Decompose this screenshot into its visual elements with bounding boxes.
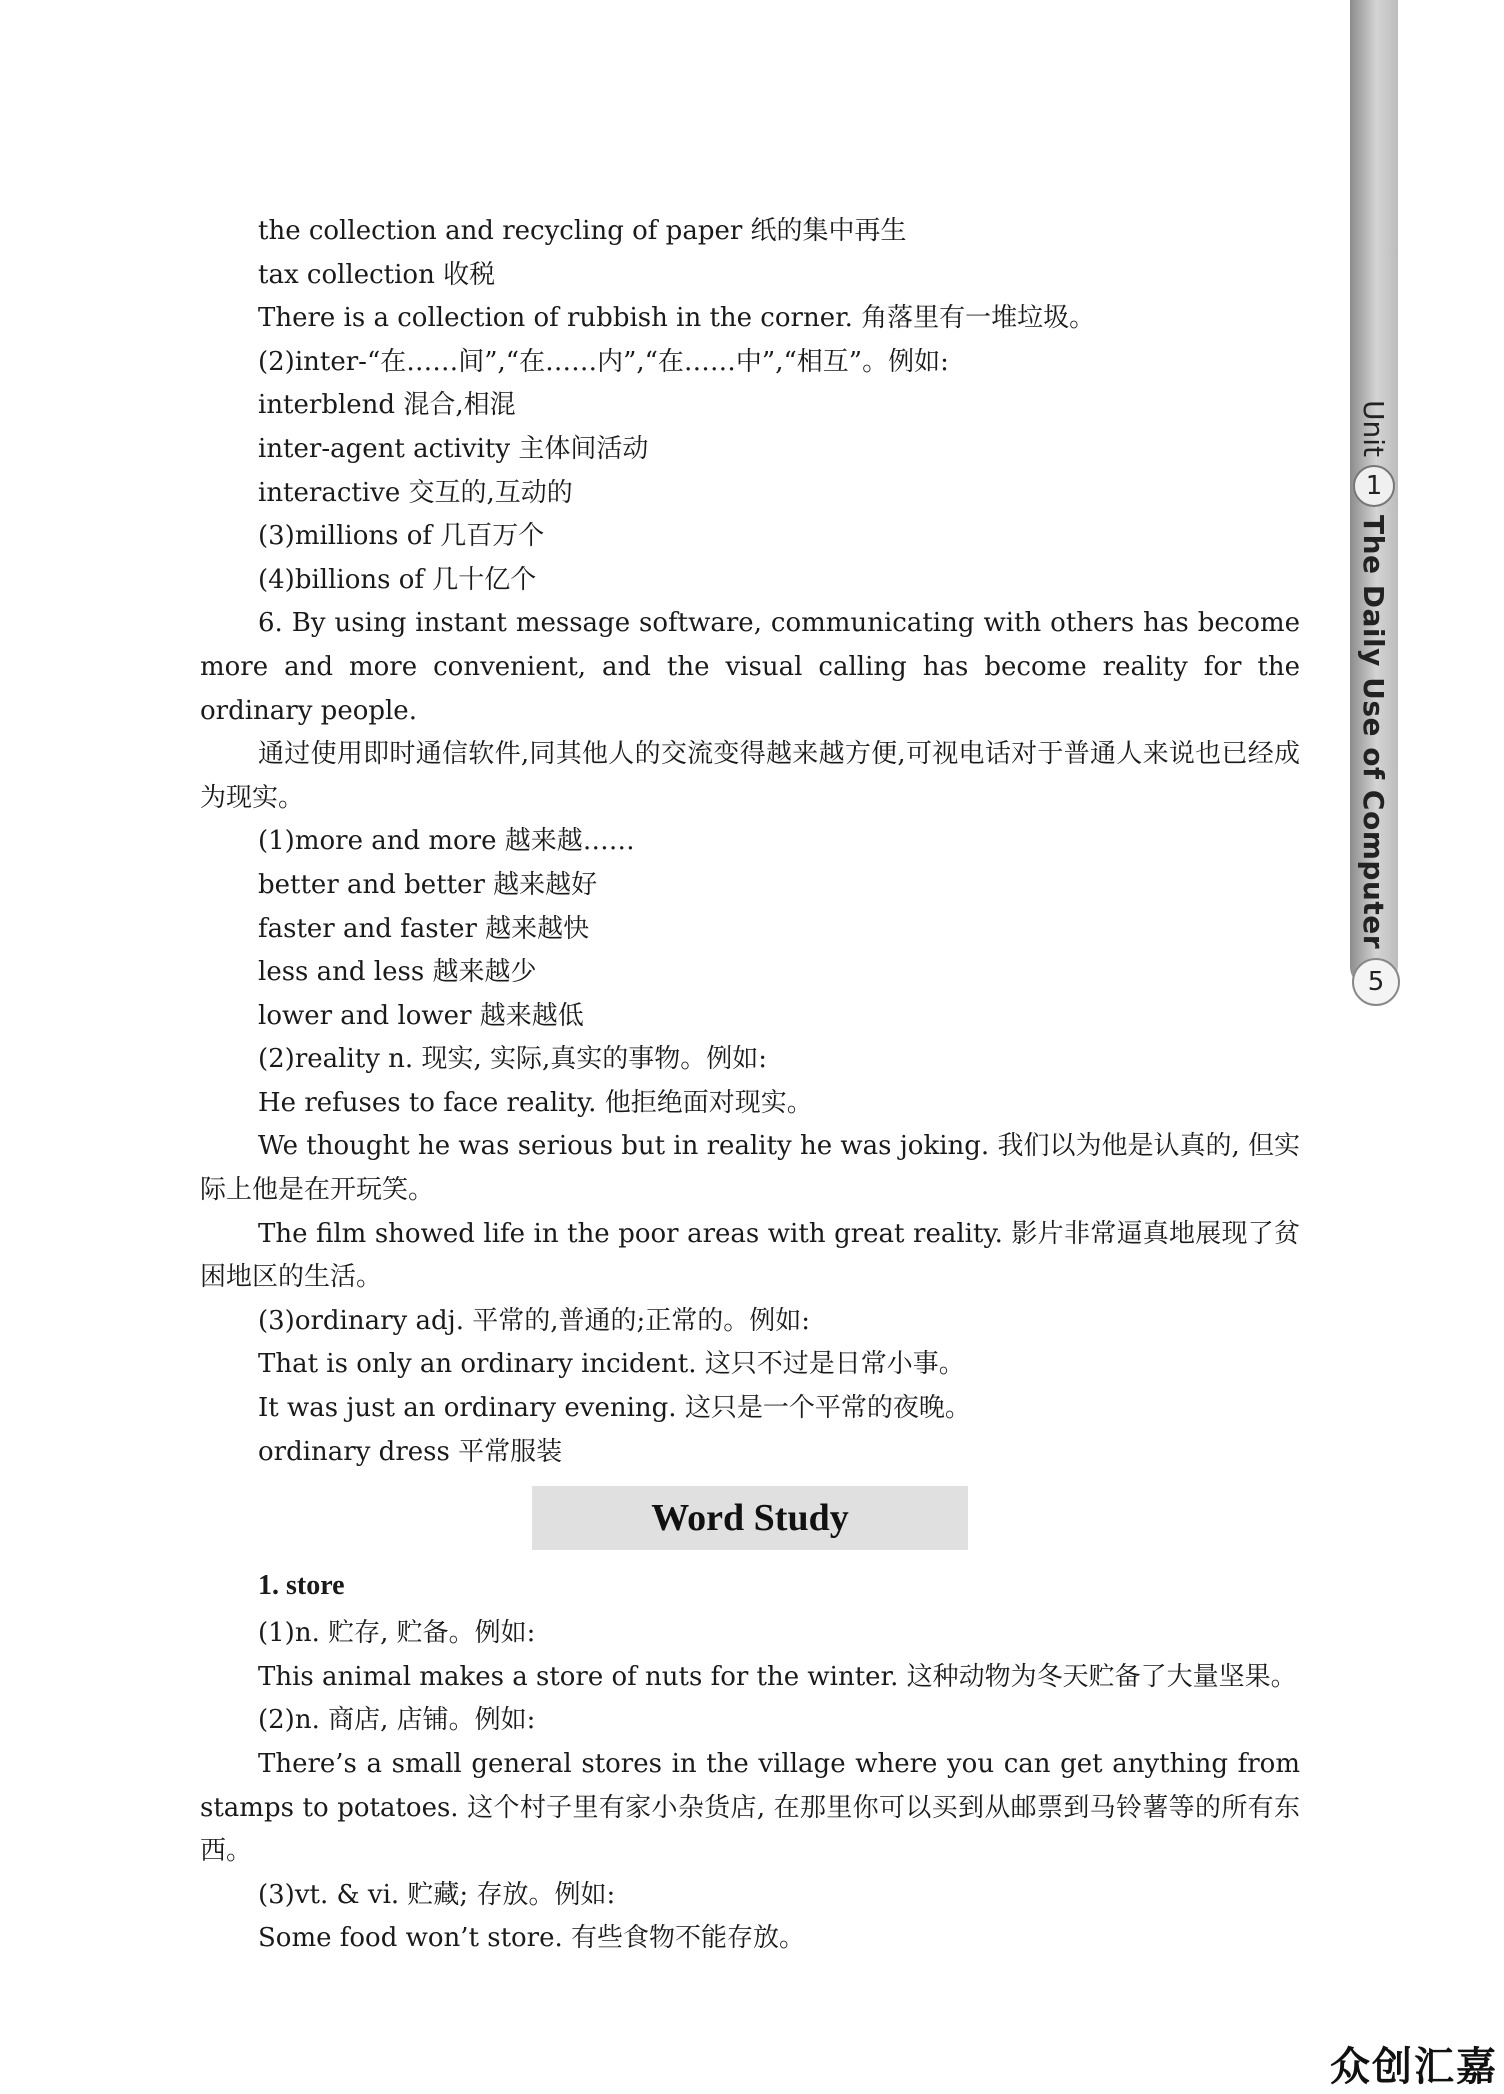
store-heading: 1. store [258, 1570, 345, 1602]
text-line: faster and faster 越来越快 [258, 913, 590, 944]
unit-label: Unit [1357, 400, 1391, 457]
page-content [200, 210, 1300, 1961]
text-line: better and better 越来越好 [258, 869, 598, 900]
unit-number-badge: 1 [1353, 465, 1395, 507]
text-line: He refuses to face reality. 他拒绝面对现实。 [258, 1087, 813, 1118]
text-line: interactive 交互的,互动的 [258, 477, 573, 508]
text-line: It was just an ordinary evening. 这只是一个平常的夜晚。 [258, 1393, 971, 1424]
text-line: Some food won’t store. 有些食物不能存放。 [258, 1923, 806, 1954]
text-line: (3)millions of 几百万个 [258, 521, 545, 552]
example-paragraph: The film showed life in the poor areas with great reality. 影片非常逼真地展现了贫困地区的生活。 [200, 1218, 1300, 1293]
text-line: That is only an ordinary incident. 这只不过是日常小事。 [258, 1349, 965, 1380]
text-line: inter-agent activity 主体间活动 [258, 433, 649, 464]
text-line: interblend 混合,相混 [258, 390, 516, 421]
text-line: (2)inter-“在……间”,“在……内”,“在……中”,“相互”。例如: [258, 346, 949, 377]
page-number: 5 [1352, 958, 1400, 1006]
text-line: tax collection 收税 [258, 259, 496, 290]
text-line: (1)n. 贮存, 贮备。例如: [258, 1618, 536, 1649]
sentence-6-english: 6. By using instant message software, communicating with others has become more and more convenient, and the visual calling has become reality for the ordinary people. [200, 608, 1300, 726]
example-paragraph: We thought he was serious but in reality he was joking. 我们以为他是认真的, 但实际上他是在开玩笑。 [200, 1131, 1300, 1206]
text-line: (4)billions of 几十亿个 [258, 564, 537, 595]
sentence-6-chinese: 通过使用即时通信软件,同其他人的交流变得越来越方便,可视电话对于普通人来说也已经成为现实。 [200, 739, 1300, 813]
text-line: (3)vt. & vi. 贮藏; 存放。例如: [258, 1879, 616, 1910]
text-line: lower and lower 越来越低 [258, 1000, 584, 1031]
text-line: (3)ordinary adj. 平常的,普通的;正常的。例如: [258, 1305, 811, 1336]
unit-title: The Daily Use of Computer [1357, 515, 1391, 950]
sidebar-vertical-title [1350, 400, 1398, 950]
text-line: (1)more and more 越来越…… [258, 826, 635, 857]
text-line: less and less 越来越少 [258, 957, 537, 988]
text-line: This animal makes a store of nuts for the winter. 这种动物为冬天贮备了大量坚果。 [258, 1661, 1297, 1692]
text-line: ordinary dress 平常服装 [258, 1436, 563, 1467]
text-line: (2)n. 商店, 店铺。例如: [258, 1705, 536, 1736]
text-line: There is a collection of rubbish in the corner. 角落里有一堆垃圾。 [258, 303, 1096, 334]
word-study-heading: Word Study [532, 1486, 968, 1550]
watermark-logo: 众创汇嘉 [1330, 2044, 1498, 2090]
text-line: the collection and recycling of paper 纸的集中再生 [258, 216, 907, 246]
text-line: (2)reality n. 现实, 实际,真实的事物。例如: [258, 1044, 768, 1075]
example-paragraph: There’s a small general stores in the village where you can get anything from stamps to potatoes. 这个村子里有家小杂货店, 在那里你可以买到从邮票到马铃薯等的所有东西。 [200, 1749, 1300, 1867]
